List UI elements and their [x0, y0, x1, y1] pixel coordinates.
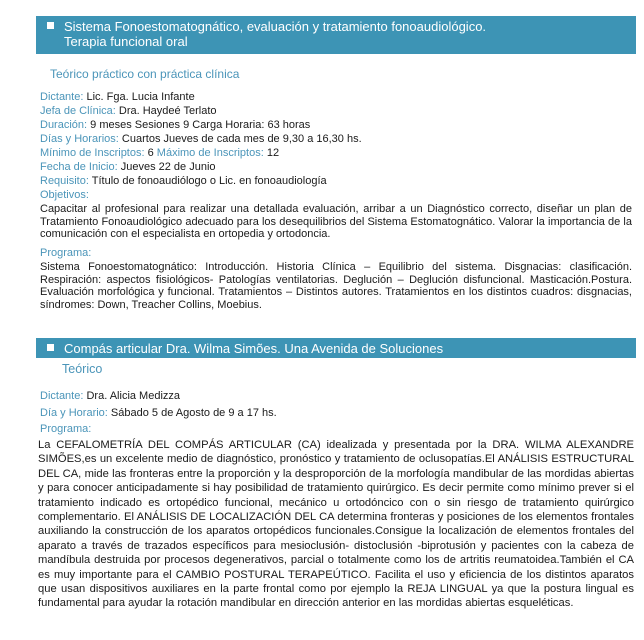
section2-title: Compás articular Dra. Wilma Simões. Una Avenida de Soluciones [64, 341, 444, 356]
bullet-square-icon [47, 344, 54, 351]
programa2-text: La CEFALOMETRÍA DEL COMPÁS ARTICULAR (CA) idealizada y presentada por la DRA. WILMA ALEXANDRE SIMÕES,es un excelente medio de diagnóstico, pronóstico y tratamiento de oclusopatías.El ANÁLISIS ESTRUCTURAL DEL CA, mide las fronteras entre la proporción y la desproporción de la morfología mandibular de las mordidas abiertas y para conocer anticipadamente si hay posibilidad de tratamiento quirúrgico. Es decir permite como mínimo prever si el tratamiento indicado es ortopédico funcional, mecánico u ortodóncico con o sin riesgo de tratamiento quirúrgico complementario. El ANÁLISIS DE LOCALIZACIÓN DEL CA determina fronteras y posiciones de los elementos frontales auxiliando la construcción de los aparatos ortopédicos funcionales.Consigue la localización de elementos frontales del aparato a través de trazados específicos para mesioclusión- distoclusión -biprotusión y pacientes con la cabeza de mandíbula destruida por procesos degenerativos, parcial o totalmente como los de artritis reumatoidea.También el CA es muy importante para el CAMBIO POSTURAL TERAPEÚTICO. Facilita el uso y eficiencia de los distintos aparatos que usan dispositivos auxiliares en la parte frontal como por ejemplo la REJA LINGUAL ya que la postura lingual es fundamental para ayudar la rotación mandibular en dirección anterior en las mordidas abiertas esqueléticas. [38, 439, 634, 610]
section1-title-line1: Sistema Fonoestomatognático, evaluación y tratamiento fonoaudiológico. [64, 19, 487, 34]
jefa-value: Dra. Haydeé Terlato [118, 105, 217, 117]
programa1-text: Sistema Fonoestomatognático: Introducción. Historia Clínica – Equilibrio del sistema. Disgnacias: clasificación. Respiración: aspectos fisiológicos- Patologías ventilatorias. Deglución – Deglución disfuncional. Masticación.Postura. Evaluación morfológica y funcional. Tratamientos – Distintos autores. Tratamientos en los distintos cuadros: disgnacias, síndromes: Down, Treacher Collins, Moebius. [40, 261, 632, 311]
dictante-value: Lic. Fga. Lucia Infante [86, 91, 195, 103]
objetivos-row [40, 189, 89, 202]
section1-subtitle: Teórico práctico con práctica clínica [50, 67, 240, 81]
objetivos-text: Capacitar al profesional para realizar una detallada evaluación, arribar a un Diagnóstico correcto, diseñar un plan de Tratamiento Fonoaudiológico adecuado para los desequilibrios del Sistema Estomatognático. Valorar la importancia de la comunicación con el especialista en ortopedia y ortodoncia. [40, 203, 632, 240]
section1-banner [36, 16, 636, 54]
objetivos-label: Objetivos: [40, 189, 89, 201]
dia-value: Sábado 5 de Agosto de 9 a 17 hs. [110, 407, 277, 419]
section2-banner [36, 338, 636, 358]
programa1-label: Programa: [40, 247, 92, 259]
dias-value: Cuartos Jueves de cada mes de 9,30 a 16,30 hs. [121, 133, 362, 145]
dia-row [40, 407, 277, 420]
fecha-value: Jueves 22 de Junio [120, 161, 216, 173]
dictante-label: Dictante: [40, 91, 84, 103]
dictante2-row [40, 390, 180, 403]
duracion-value: 9 meses Sesiones 9 Carga Horaria: 63 horas [90, 119, 311, 131]
fecha-label: Fecha de Inicio: [40, 161, 118, 173]
requisito-label: Requisito: [40, 175, 89, 187]
section1-title-line2: Terapia funcional oral [64, 34, 188, 49]
programa2-label: Programa: [40, 423, 92, 435]
dictante-row [40, 91, 195, 104]
duracion-label: Duración: [40, 119, 88, 131]
programa1-row [40, 247, 91, 260]
section2-subtitle: Teórico [62, 362, 103, 376]
jefa-label: Jefa de Clínica: [40, 105, 116, 117]
min-label: Mínimo de Inscriptos: [40, 147, 145, 159]
min-value: 6 [147, 147, 154, 159]
inscriptos-row [40, 147, 279, 160]
requisito-row [40, 175, 327, 188]
dias-row [40, 133, 362, 146]
duracion-row [40, 119, 310, 132]
dia-label: Día y Horario: [40, 407, 108, 419]
jefa-row [40, 105, 217, 118]
bullet-square-icon [47, 22, 54, 29]
max-label: Máximo de Inscriptos: [156, 147, 264, 159]
dictante2-label: Dictante: [40, 390, 84, 402]
dias-label: Días y Horarios: [40, 133, 119, 145]
max-value: 12 [266, 147, 280, 159]
dictante2-value: Dra. Alicia Medizza [86, 390, 181, 402]
requisito-value: Título de fonoaudiólogo o Lic. en fonoaudiología [91, 175, 327, 187]
fecha-row [40, 161, 216, 174]
programa2-row [40, 423, 91, 436]
